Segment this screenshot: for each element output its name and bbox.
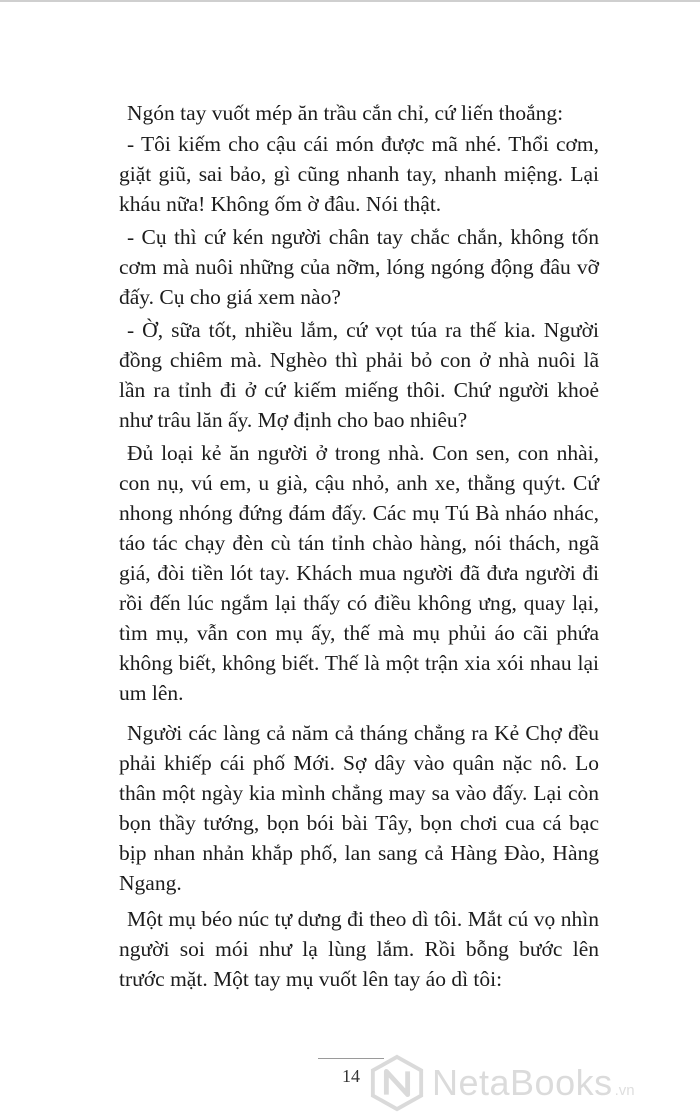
paragraph: - Ờ, sữa tốt, nhiều lắm, cứ vọt túa ra thế kia. Người đồng chiêm mà. Nghèo thì phải bỏ con ở nhà nuôi lã lần ra tỉnh đi ở cứ kiếm miếng thôi. Chứ người khoẻ như trâu lăn ấy. Mợ định cho bao nhiêu? (119, 318, 599, 432)
paragraph: Một mụ béo núc tự dưng đi theo dì tôi. Mắt cú vọ nhìn người soi mói như lạ lùng lắm. Rồi bỗng bước lên trước mặt. Một tay mụ vuốt lên tay áo dì tôi: (119, 907, 599, 991)
paragraph: - Cụ thì cứ kén người chân tay chắc chắn, không tốn cơm mà nuôi những của nỡm, lóng ngóng động đâu vỡ đấy. Cụ cho giá xem nào? (119, 225, 599, 309)
watermark (368, 1046, 700, 1120)
page-number: 14 (342, 1066, 360, 1086)
paragraph: Đủ loại kẻ ăn người ở trong nhà. Con sen, con nhài, con nụ, vú em, u già, cậu nhỏ, anh xe, thằng quýt. Cứ nhong nhóng đứng đám đấy. Các mụ Tú Bà nháo nhác, táo tác chạy đèn cù tán tỉnh chào hàng, nói thách, ngã giá, đòi tiền lót tay. Khách mua người đã đưa người đi rồi đến lúc ngắm lại thấy có điều không ưng, quay lại, tìm mụ, vẫn con mụ ấy, thế mà mụ phủi áo cãi phứa không biết, không biết. Thế là một trận xia xói nhau lại um lên. (119, 441, 599, 705)
paragraph: - Tôi kiếm cho cậu cái món được mã nhé. Thổi cơm, giặt giũ, sai bảo, gì cũng nhanh tay, nhanh miệng. Lại kháu nữa! Không ốm ờ đâu. Nói thật. (119, 132, 599, 216)
watermark-suffix: .vn (614, 1081, 635, 1099)
paragraph: Người các làng cả năm cả tháng chẳng ra Kẻ Chợ đều phải khiếp cái phố Mới. Sợ dây vào quân nặc nô. Lo thân một ngày kia mình chẳng may sa vào đấy. Lại còn bọn thầy tướng, bọn bói bài Tây, bọn chơi cua cá bạc bịp nhan nhản khắp phố, lan sang cả Hàng Đào, Hàng Ngang. (119, 721, 599, 895)
netabooks-logo-icon (368, 1054, 426, 1112)
paragraph: Ngón tay vuốt mép ăn trầu cắn chỉ, cứ liến thoắng: (127, 101, 564, 125)
watermark-brand: NetaBooks (432, 1062, 613, 1103)
